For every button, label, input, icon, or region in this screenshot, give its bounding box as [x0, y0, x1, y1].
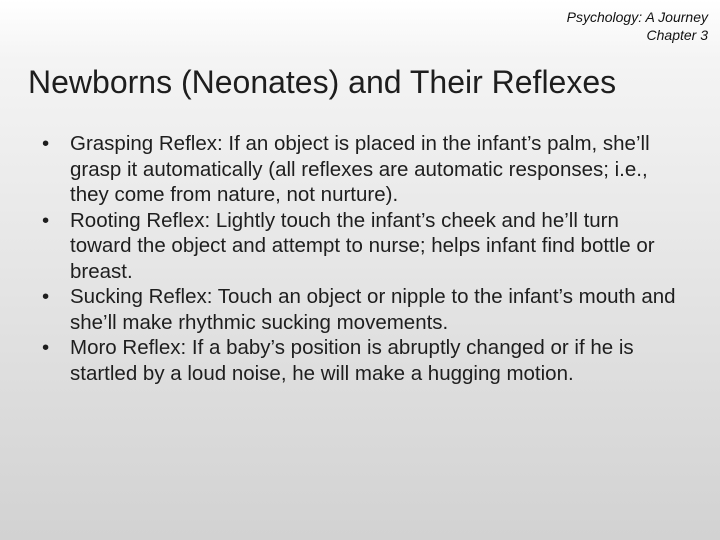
- bullet-item-sucking: [42, 284, 682, 335]
- bullet-text: Rooting Reflex: Lightly touch the infant’s cheek and he’ll turn toward the object and attempt to nurse; helps infant find bottle or breast.: [70, 208, 655, 283]
- course-title: Psychology: A Journey: [566, 9, 708, 25]
- slide-title: Newborns (Neonates) and Their Reflexes: [28, 64, 617, 100]
- bullet-item-rooting: [42, 208, 682, 285]
- bullet-icon: •: [42, 208, 50, 232]
- bullet-icon: •: [42, 132, 50, 155]
- bullet-text: Moro Reflex: If a baby’s position is abruptly changed or if he is startled by a loud noise, he will make a hugging motion.: [70, 336, 634, 385]
- bullet-icon: •: [42, 336, 50, 359]
- bullet-icon: •: [42, 285, 50, 308]
- bullet-text: Sucking Reflex: Touch an object or nipple to the infant’s mouth and she’ll make rhythmic sucking movements.: [70, 285, 676, 334]
- bullet-item-grasping: [42, 131, 682, 208]
- slide-header: [567, 8, 708, 44]
- bullet-list: [42, 131, 682, 386]
- chapter-label: Chapter 3: [646, 27, 708, 43]
- bullet-item-moro: [42, 335, 682, 386]
- bullet-text: Grasping Reflex: If an object is placed in the infant’s palm, she’ll grasp it automatically (all reflexes are automatic responses; i.e., they come from nature, not nurture).: [70, 132, 650, 206]
